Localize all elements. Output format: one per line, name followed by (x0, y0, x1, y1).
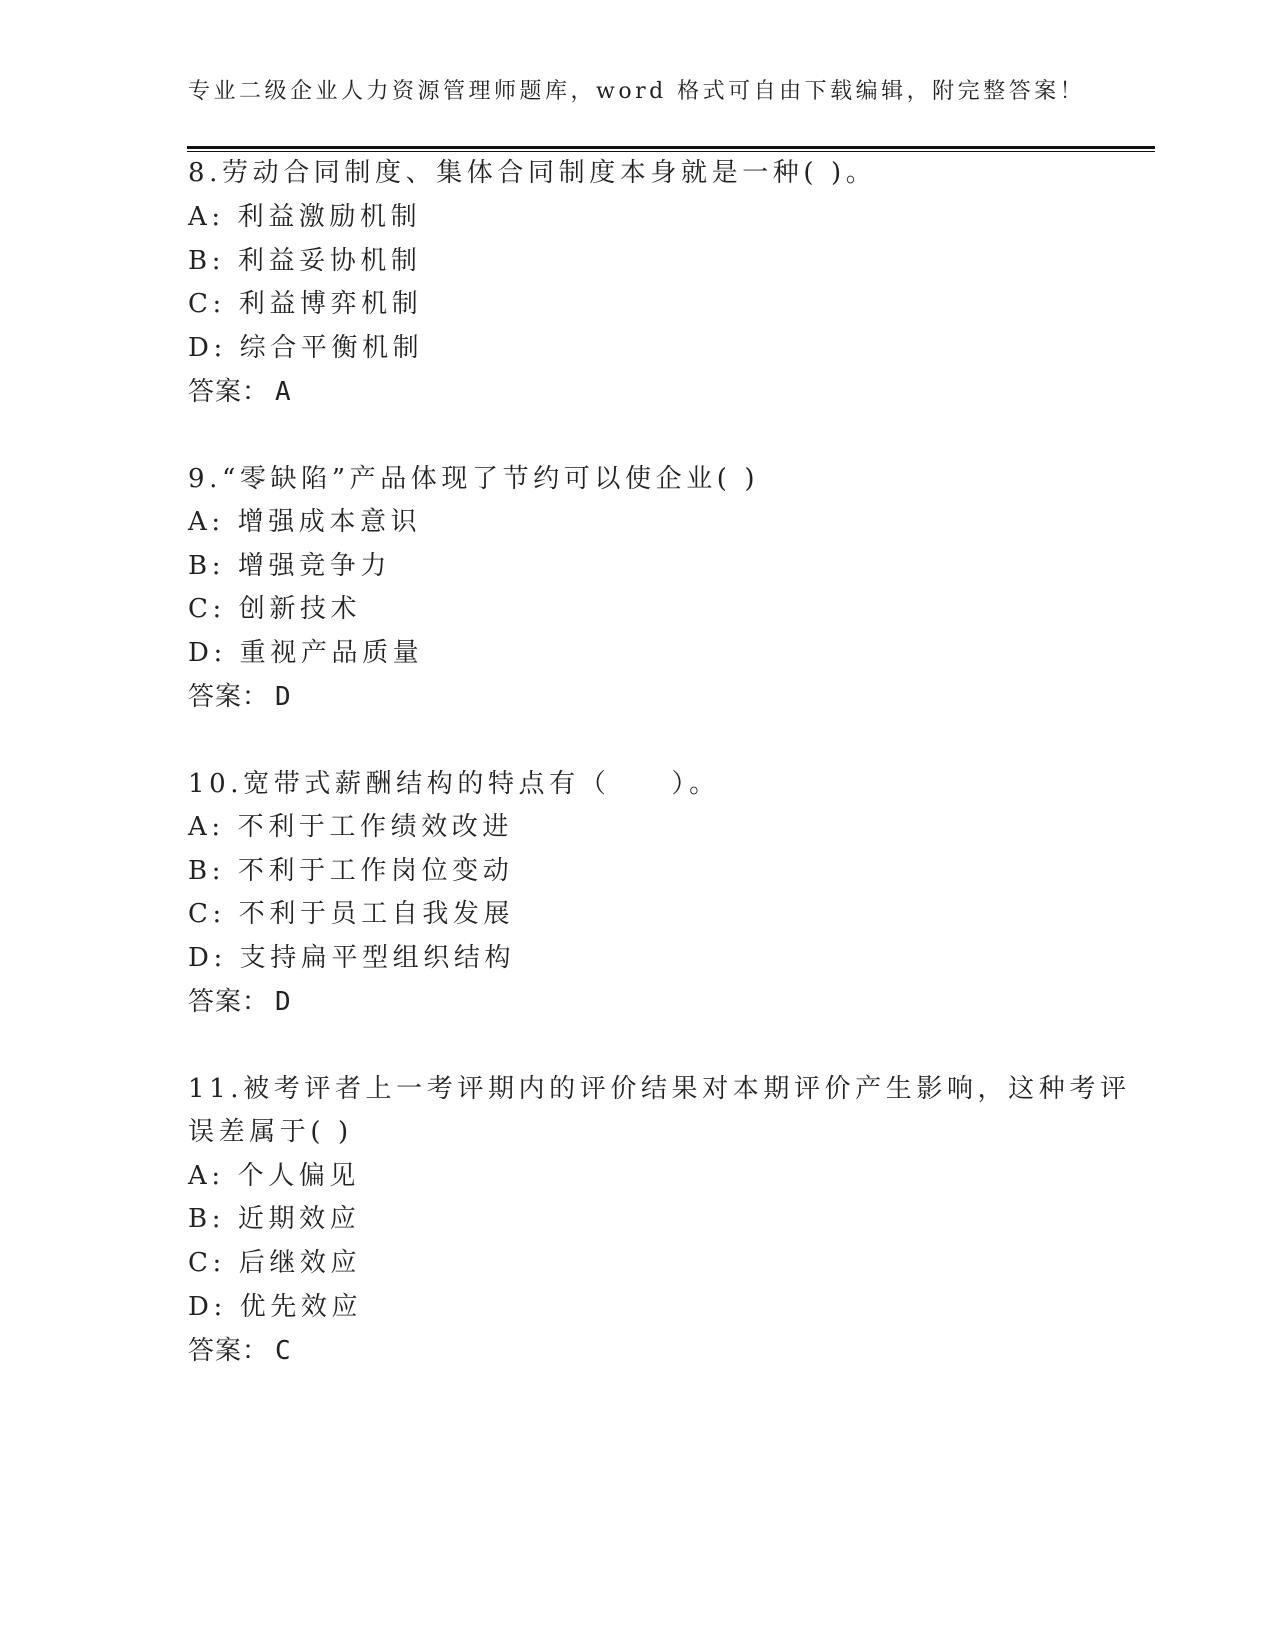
question-9-option-d: D: 重视产品质量 (188, 638, 424, 668)
question-9-option-c: C: 创新技术 (188, 594, 362, 624)
question-9-option-a: A: 增强成本意识 (188, 507, 422, 537)
answer-value: D (275, 987, 292, 1017)
answer-value: D (275, 682, 292, 712)
question-8-option-b: B: 利益妥协机制 (188, 246, 422, 276)
question-11-answer (188, 1338, 292, 1364)
question-8-option-c: C: 利益博弈机制 (188, 289, 423, 319)
question-10-option-b: B: 不利于工作岗位变动 (188, 856, 514, 886)
question-8-stem: 8.劳动合同制度、集体合同制度本身就是一种( )。 (188, 158, 877, 188)
header-rule-thin (187, 151, 1155, 152)
question-11-stem-line-2: 误差属于( ) (188, 1117, 353, 1147)
question-9-option-b: B: 增强竞争力 (188, 551, 391, 581)
question-10-option-a: A: 不利于工作绩效改进 (188, 812, 514, 842)
question-10-answer (188, 989, 292, 1015)
question-11-option-d: D: 优先效应 (188, 1292, 363, 1322)
answer-label: 答案： (188, 377, 270, 407)
question-8-option-a: A: 利益激励机制 (188, 202, 422, 232)
page-header: 专业二级企业人力资源管理师题库，word 格式可自由下载编辑，附完整答案！ (188, 79, 1086, 104)
question-11-option-a: A: 个人偏见 (188, 1161, 361, 1191)
answer-value: A (275, 377, 292, 407)
question-11-option-b: B: 近期效应 (188, 1204, 361, 1234)
question-11-option-c: C: 后继效应 (188, 1248, 362, 1278)
question-9-answer (188, 684, 292, 710)
answer-label: 答案： (188, 1336, 270, 1366)
question-10-option-d: D: 支持扁平型组织结构 (188, 943, 516, 973)
question-8-option-d: D: 综合平衡机制 (188, 333, 424, 363)
question-8-answer (188, 379, 292, 405)
header-rule-thick (187, 146, 1155, 149)
question-9-stem: 9.“零缺陷”产品体现了节约可以使企业( ) (188, 464, 760, 494)
question-10-stem: 10.宽带式薪酬结构的特点有（ ）。 (188, 769, 720, 799)
answer-label: 答案： (188, 682, 270, 712)
answer-label: 答案： (188, 987, 270, 1017)
answer-value: C (275, 1336, 292, 1366)
question-10-option-c: C: 不利于员工自我发展 (188, 899, 515, 929)
question-11-stem-line-1: 11.被考评者上一考评期内的评价结果对本期评价产生影响，这种考评 (188, 1074, 1131, 1104)
